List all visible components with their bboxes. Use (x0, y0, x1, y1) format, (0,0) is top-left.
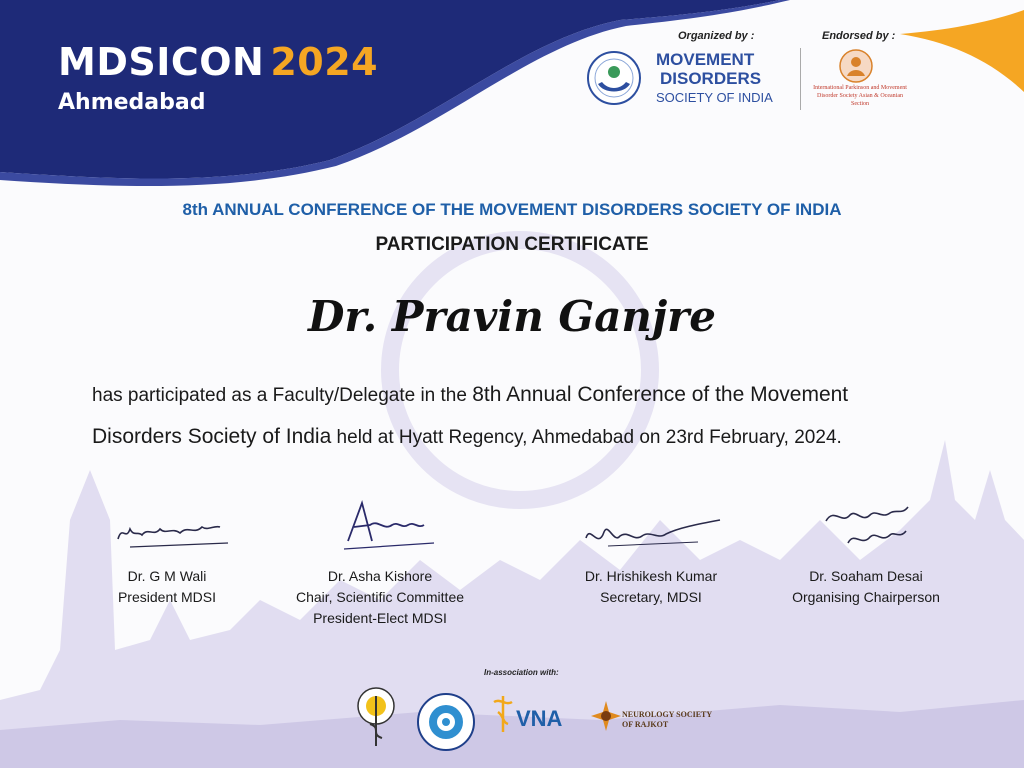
gujarat-neuro-society-logo-icon (416, 692, 476, 752)
header-divider (800, 48, 801, 110)
org-name-line2: DISORDERS (660, 69, 762, 88)
event-name: MDSICON (58, 40, 265, 84)
certificate-title: PARTICIPATION CERTIFICATE (375, 234, 649, 255)
vna-label: VNA (516, 706, 563, 731)
event-title (58, 40, 378, 84)
signature-desai (820, 495, 920, 557)
neuro-rajkot-name (622, 710, 712, 730)
signatory-name: Dr. Asha Kishore (327, 568, 433, 584)
signature-wali (110, 505, 240, 555)
certificate-body-line1 (92, 383, 952, 407)
endorsed-by-label: Endorsed by : (822, 30, 896, 42)
org-name-line1: MOVEMENT (656, 50, 755, 69)
conference-title: 8th ANNUAL CONFERENCE OF THE MOVEMENT DISORDERS SOCIETY OF INDIA (182, 200, 842, 219)
signatory-name: Dr. G M Wali (127, 568, 207, 584)
event-year: 2024 (270, 40, 379, 84)
association-label: In-association with: (484, 668, 559, 677)
mdsi-logo-icon (586, 50, 642, 106)
endorser-logo-icon (838, 48, 874, 84)
signatory-role: Secretary, MDSI (600, 589, 702, 605)
organized-by-label: Organized by : (678, 30, 755, 42)
signatory-kumar (556, 566, 746, 608)
signatory-name: Dr. Soaham Desai (809, 568, 923, 584)
signatory-role-secondary: President-Elect MDSI (313, 610, 447, 626)
event-city: Ahmedabad (58, 90, 206, 115)
body-line2-b: held at Hyatt Regency, Ahmedabad on 23rd February, 2024. (331, 427, 842, 448)
signatory-role: Organising Chairperson (792, 589, 940, 605)
body-line1-b: 8th Annual Conference of the Movement (472, 383, 849, 406)
body-line2-a: Disorders Society of India (92, 425, 332, 448)
vna-logo-icon (490, 694, 516, 734)
signatory-name: Dr. Hrishikesh Kumar (584, 568, 718, 584)
org-name-line3: SOCIETY OF INDIA (656, 90, 773, 105)
signatory-desai (768, 566, 964, 608)
signatory-kishore (270, 566, 490, 629)
medical-academy-logo-icon (356, 684, 396, 750)
signatory-role: Chair, Scientific Committee (295, 589, 465, 605)
neuro-rajkot-line1: NEUROLOGY SOCIETY (622, 710, 713, 719)
recipient-name: Dr. Pravin Ganjre (307, 292, 717, 341)
signatory-wali (92, 566, 242, 608)
certificate-body-line2 (92, 425, 952, 449)
signatory-role: President MDSI (117, 589, 217, 605)
neuro-rajkot-logo-icon (590, 700, 622, 732)
body-line1-a: has participated as a Faculty/Delegate in the (92, 385, 473, 406)
endorser-name: International Parkinson and Movement Disorder Society Asian & Oceanian Section (813, 85, 907, 107)
signature-kishore (338, 495, 448, 555)
signature-kumar (578, 510, 728, 560)
neuro-rajkot-line2: OF RAJKOT (622, 720, 669, 729)
